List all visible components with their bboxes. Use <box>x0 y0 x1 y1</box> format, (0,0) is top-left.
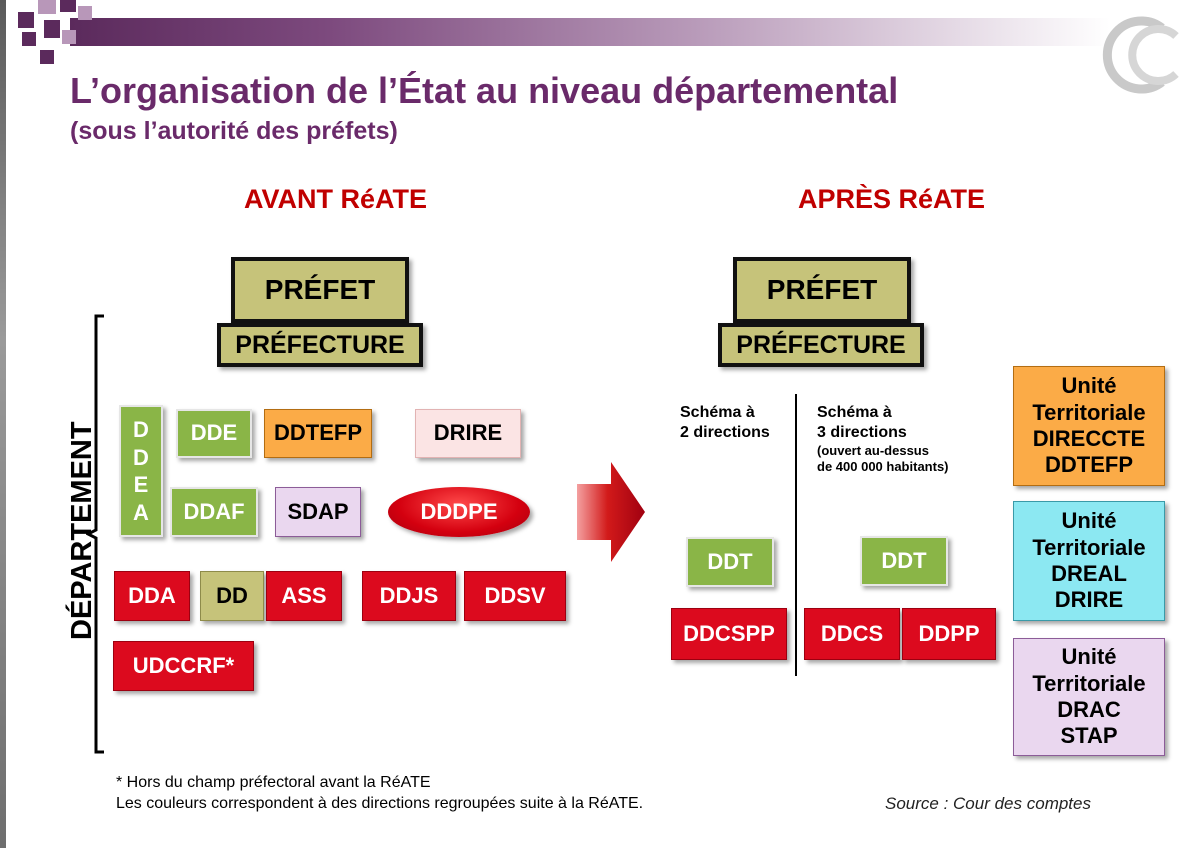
unit-line: DRAC <box>1057 697 1121 722</box>
udccrf-box: UDCCRF* <box>113 641 254 691</box>
unit-drac-box <box>1013 638 1165 756</box>
unit-line: STAP <box>1060 723 1118 749</box>
unit-line: DIRECCTE <box>1032 426 1146 451</box>
source-note: Source : Cour des comptes <box>885 794 1091 813</box>
ddt-two-box: DDT <box>686 537 774 587</box>
dddpe-ellipse: DDDPE <box>388 487 530 537</box>
schema-two-line: Schéma à <box>680 404 755 421</box>
ddt-three-box: DDT <box>860 536 948 586</box>
ddsv-box: DDSV <box>464 571 566 621</box>
footnote-asterisk: * Hors du champ préfectoral avant la RéATE <box>116 774 431 791</box>
unit-line: Unité <box>1061 508 1117 534</box>
drire-box: DRIRE <box>415 409 521 458</box>
after-prefecture-box: PRÉFECTURE <box>718 323 924 367</box>
ddjs-box: DDJS <box>362 571 456 621</box>
footnote-colors: Les couleurs correspondent à des directions regroupées suite à la RéATE. <box>116 795 644 812</box>
header-square <box>62 30 76 44</box>
ddea-letter: E <box>133 472 149 497</box>
dde-box: DDE <box>176 409 252 458</box>
unit-dreal-box <box>1013 501 1165 621</box>
before-prefecture-box: PRÉFECTURE <box>217 323 423 367</box>
header-square <box>78 6 92 20</box>
unit-line: Unité <box>1061 373 1117 399</box>
unit-direccte-box <box>1013 366 1165 486</box>
unit-line: DREAL <box>1051 561 1127 586</box>
unit-line: Unité <box>1061 644 1117 670</box>
ass-box: ASS <box>266 571 342 621</box>
left-edge-strip <box>0 0 6 848</box>
header-gradient-bar <box>70 18 1110 46</box>
slide-title: L’organisation de l’État au niveau départemental <box>70 70 899 111</box>
ddea-letter: D <box>133 417 149 442</box>
ddaf-box: DDAF <box>170 487 258 537</box>
schema-three-line: 3 directions <box>817 424 907 441</box>
ddea-letter: D <box>133 444 149 470</box>
ddcs-box: DDCS <box>804 608 900 660</box>
before-heading: AVANT RéATE <box>244 184 428 214</box>
ddcspp-box: DDCSPP <box>671 608 787 660</box>
unit-line: DRIRE <box>1054 587 1124 613</box>
after-heading: APRÈS RéATE <box>798 184 986 214</box>
schema-two-line: 2 directions <box>680 424 770 441</box>
unit-line: Territoriale <box>1032 534 1146 560</box>
header-square <box>44 20 60 38</box>
transition-arrow-icon <box>577 462 645 562</box>
unit-line: DDTEFP <box>1045 452 1133 478</box>
schema-three-note: (ouvert au-dessus <box>817 443 929 458</box>
schema-three-line: Schéma à <box>817 404 892 421</box>
slide-subtitle: (sous l’autorité des préfets) <box>70 117 398 145</box>
sdap-box: SDAP <box>275 487 361 537</box>
before-prefet-box: PRÉFET <box>231 257 409 323</box>
header-square <box>60 0 76 12</box>
header-square <box>22 32 36 46</box>
ddea-letter: A <box>133 499 149 525</box>
unit-line: Territoriale <box>1032 399 1146 425</box>
ddtefp-box: DDTEFP <box>264 409 372 458</box>
unit-line: Territoriale <box>1032 670 1146 696</box>
ddpp-box: DDPP <box>902 608 996 660</box>
header-square <box>38 0 56 14</box>
cour-des-comptes-logo <box>1102 10 1194 100</box>
schema-three-directions <box>817 403 949 476</box>
header-square <box>40 50 54 64</box>
header-square <box>18 12 34 28</box>
dda-box: DDA <box>114 571 190 621</box>
schema-three-note: de 400 000 habitants) <box>817 459 949 475</box>
dd-box: DD <box>200 571 264 621</box>
after-prefet-box: PRÉFET <box>733 257 911 323</box>
schema-divider <box>795 394 797 676</box>
ddea-box <box>119 405 163 537</box>
schema-two-directions <box>680 403 770 443</box>
